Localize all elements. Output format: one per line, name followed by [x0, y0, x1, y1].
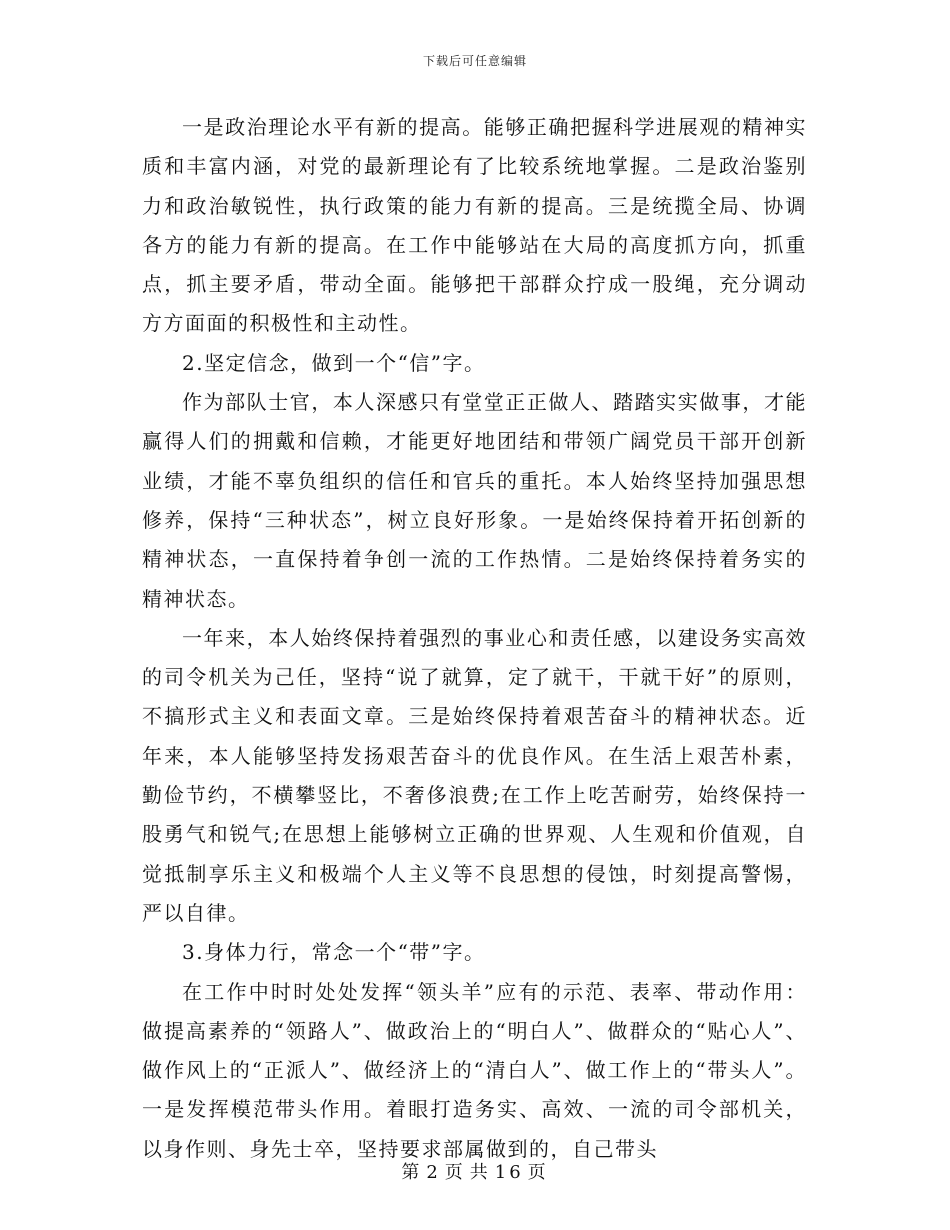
paragraph-faith-body: 作为部队士官，本人深感只有堂堂正正做人、踏踏实实做事，才能赢得人们的拥戴和信赖，才能更好地团结和带领广阔党员干部开创新业绩，才能不辜负组织的信任和官兵的重托。本人始终坚持加强思想修养，保持“三种状态”，树立良好形象。一是始终保持着开拓创新的精神状态，一直保持着争创一流的工作热情。二是始终保持着务实的精神状态。 — [142, 390, 807, 611]
document-body — [142, 108, 807, 1169]
paragraph-political-theory: 一是政治理论水平有新的提高。能够正确把握科学进展观的精神实质和丰富内涵，对党的最新理论有了比较系统地掌握。二是政治鉴别力和政治敏锐性，执行政策的能力有新的提高。三是统揽全局、协调各方的能力有新的提高。在工作中能够站在大局的高度抓方向，抓重点，抓主要矛盾，带动全面。能够把干部群众拧成一股绳，充分调动方方面面的积极性和主动性。 — [142, 115, 807, 336]
footer-page-word: 页 — [444, 1162, 466, 1183]
paragraph-lead-body: 在工作中时时处处发挥“领头羊”应有的示范、表率、带动作用：做提高素养的“领路人”、做政治上的“明白人”、做群众的“贴心人”、做作风上的“正派人”、做经济上的“清白人”、做工作上的“带头人”。一是发挥模范带头作用。着眼打造务实、高效、一流的司令部机关，以身作则、身先士卒，坚持要求部属做到的，自己带头 — [142, 979, 807, 1161]
section-heading-lead: 3.身体力行，常念一个“带”字。 — [182, 940, 486, 965]
footer-total-pages: 16 — [494, 1162, 524, 1183]
footer-total-word: 共 — [469, 1162, 491, 1183]
footer-suffix: 页 — [527, 1162, 549, 1183]
page-header: 下载后可任意编辑 — [422, 54, 527, 68]
paragraph-year-review: 一年来，本人始终保持着强烈的事业心和责任感，以建设务实高效的司令机关为己任，坚持“说了就算，定了就干，干就干好”的原则，不搞形式主义和表面文章。三是始终保持着艰苦奋斗的精神状态。近年来，本人能够坚持发扬艰苦奋斗的优良作风。在生活上艰苦朴素，勤俭节约，不横攀竖比，不奢侈浪费;在工作上吃苦耐劳，始终保持一股勇气和锐气;在思想上能够树立正确的世界观、人生观和价值观，自觉抵制享乐主义和极端个人主义等不良思想的侵蚀，时刻提高警惕，严以自律。 — [142, 625, 807, 925]
footer-prefix: 第 — [401, 1162, 423, 1183]
section-heading-faith: 2.坚定信念，做到一个“信”字。 — [182, 350, 486, 375]
footer-current-page: 2 — [426, 1162, 441, 1183]
page-footer — [0, 1158, 950, 1184]
